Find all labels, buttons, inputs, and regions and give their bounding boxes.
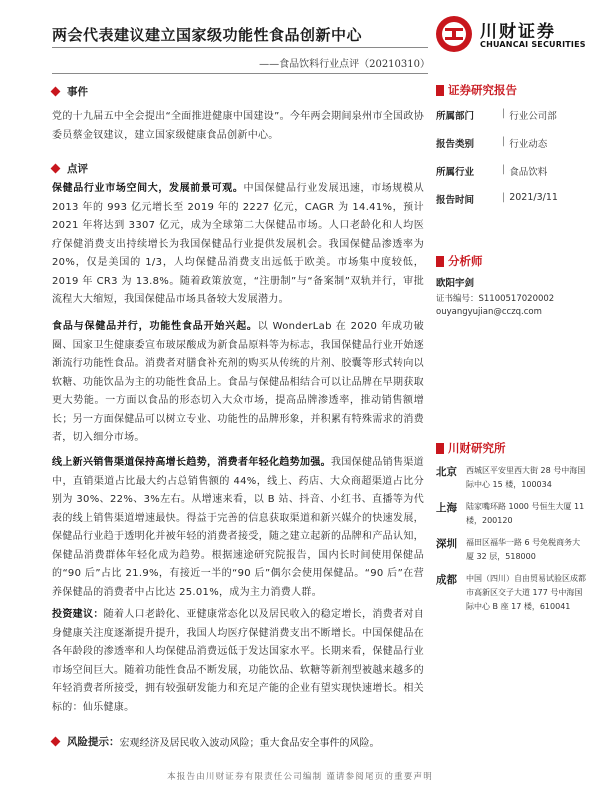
analyst-heading-label: 分析师 (448, 254, 483, 268)
event-heading (52, 84, 88, 99)
paragraph-body: 随着人口老龄化、亚健康常态化以及居民收入的稳定增长，消费者对自身健康关注度逐渐提升提升，我国人均医疗保健消费支出不断增长。中国保健品在各年龄段的渗透率和人均保健品消费远低于发达国家水平。长期来看，保健品行业市场空间巨大。随着功能性食品不断发展，功能饮品、软糖等新剂型被越来越多的年轻消费者所接受，拥有较强研发能力和充足产能的企业有望实现快速增长。相关标的：仙乐健康。 (52, 609, 424, 713)
meta-value: 食品饮料 (509, 167, 548, 178)
review-heading (52, 161, 88, 176)
paragraph-lead: 线上新兴销售渠道保持高增长趋势，消费者年轻化趋势加强。 (52, 457, 332, 468)
meta-row-date: 报告时间 | 2021/3/11 (436, 192, 558, 206)
risk-text: 宏观经济及居民收入波动风险；重大食品安全事件的风险。 (119, 738, 380, 749)
diamond-bullet-icon (51, 87, 61, 97)
event-heading-label: 事件 (67, 86, 88, 98)
section-marker-icon (436, 85, 444, 96)
meta-label: 报告类别 (436, 139, 475, 150)
paragraph-lead: 保健品行业市场空间大，发展前景可观。 (52, 183, 244, 194)
office-address: 中国（四川）自由贸易试验区成都市高新区交子大道 177 号中海国际中心 B 座 17 楼，610041 (466, 574, 586, 611)
office-beijing (436, 464, 586, 492)
analyst-name: 欧阳宇剑 (436, 278, 475, 289)
analyst-email[interactable]: ouyangyujian@cczq.com (436, 307, 542, 317)
analyst-panel (436, 253, 586, 317)
office-address: 福田区福华一路 6 号免税商务大厦 32 层，518000 (466, 538, 581, 561)
review-heading-label: 点评 (67, 163, 88, 175)
meta-row-category: 报告类别 | 行业动态 (436, 136, 548, 150)
section-marker-icon (436, 256, 444, 267)
office-city: 北京 (436, 466, 457, 478)
risk-line (52, 734, 380, 749)
subtitle-divider (52, 73, 428, 74)
institute-heading (436, 440, 586, 456)
page-subtitle: ——食品饮料行业点评（20210310） (259, 59, 430, 70)
office-city: 上海 (436, 502, 457, 514)
office-city: 成都 (436, 574, 457, 586)
report-info-panel (436, 82, 586, 206)
meta-row-department: 所属部门 | 行业公司部 (436, 108, 557, 122)
diamond-bullet-icon (51, 164, 61, 174)
review-paragraph-2 (52, 318, 424, 448)
logo-name-en: CHUANCAI SECURITIES (480, 40, 586, 49)
paragraph-lead: 食品与保健品并行，功能性食品开始兴起。 (52, 321, 258, 332)
institute-heading-label: 川财研究所 (448, 441, 506, 455)
paragraph-body: 中国保健品行业发展迅速，市场规模从 2013 年的 993 亿元增长至 2019 年的 2227 亿元，CAGR 为 14.41%，预计 2021 年将达到 3307 亿元，成为全球第二大保健品市场。人口老龄化和人均医疗保健消费支出持续增长为我国保健品行业提供发展机会。我国保健品渗透率为 20%，仅是美国的 1/3，人均保健品消费支出远低于欧美。市场集中度较低，2019 年 CR3 为 13.8%。随着政策放宽，“注册制”与“备案制”双轨并行，审批流程大大缩短，我国保健品市场具备较大发展潜力。 (52, 183, 424, 305)
office-city: 深圳 (436, 538, 457, 550)
review-paragraph-3 (52, 454, 424, 602)
company-logo (436, 16, 586, 52)
paragraph-lead: 投资建议： (52, 609, 104, 620)
analyst-heading (436, 253, 586, 269)
meta-value: 行业动态 (509, 139, 548, 150)
page-title: 两会代表建议建立国家级功能性食品创新中心 (52, 26, 363, 44)
report-info-heading (436, 82, 586, 98)
meta-value: 行业公司部 (509, 111, 557, 122)
review-paragraph-1 (52, 180, 424, 310)
meta-label: 所属部门 (436, 111, 475, 122)
office-shenzhen (436, 536, 586, 564)
meta-row-industry: 所属行业 | 食品饮料 (436, 164, 548, 178)
logo-name-cn: 川财证券 (480, 22, 556, 42)
analyst-cert: 证书编号：S1100517020002 (436, 294, 555, 304)
meta-label: 所属行业 (436, 167, 475, 178)
office-shanghai (436, 500, 586, 528)
investment-advice-paragraph (52, 606, 424, 717)
page-footer: 本报告由川财证券有限责任公司编制 谨请参阅尾页的重要声明 (167, 772, 433, 782)
risk-heading: 风险提示： (67, 736, 120, 748)
office-address: 西城区平安里西大街 28 号中海国际中心 15 楼，100034 (466, 466, 586, 489)
section-marker-icon (436, 443, 444, 454)
report-info-heading-label: 证券研究报告 (448, 83, 517, 97)
meta-value: 2021/3/11 (509, 192, 558, 203)
office-chengdu (436, 572, 586, 614)
paragraph-body: 以 WonderLab 在 2020 年成功破圈、国家卫生健康委宣布玻尿酸成为新食品原料等为标志，我国保健品行业开始逐渐流行功能性食品。消费者对膳食补充剂的购买从传统的片剂、胶囊等形式转向以软糖、功能饮品为主的功能性食品上。食品与保健品相结合可以让品牌在早期获取更大势能。一方面以食品的形态切入大众市场，提高品牌渗透率，推动销售额增长；另一方面保健品可以树立专业、功能性的品牌形象，并积累有特殊需求的消费者，切入细分市场。 (52, 321, 425, 443)
diamond-bullet-icon (51, 737, 61, 747)
header-divider (52, 47, 428, 48)
institute-panel (436, 440, 586, 614)
meta-label: 报告时间 (436, 195, 475, 206)
logo-mark-icon (436, 16, 472, 52)
office-address: 陆家嘴环路 1000 号恒生大厦 11 楼，200120 (466, 502, 585, 525)
event-paragraph: 党的十九届五中全会提出“全面推进健康中国建设”。今年两会期间泉州市全国政协委员蔡金钗建议，建立国家级健康食品创新中心。 (52, 111, 424, 141)
paragraph-body: 我国保健品销售渠道中，直销渠道占比最大约占总销售额的 44%，线上、药店、大众商超渠道占比分别为 30%、22%、3%左右。从增速来看，以 B 站、抖音、小红书、直播等为代表的线上销售渠道增速最快。得益于完善的信息获取渠道和新兴媒介的快速发展，保健品行业趋于透明化并被年轻的消费者接受，随之建立起新的品牌和产品认知，保健品消费群体年轻化成为趋势。根据速途研究院报告，国内长时间使用保健品的“90 后”占比 21.9%，有接近一半的“90 后”偶尔会使用保健品。“90 后”在营养保健品的消费者中占比达 25.01%，成为主力消费人群。 (52, 457, 424, 598)
